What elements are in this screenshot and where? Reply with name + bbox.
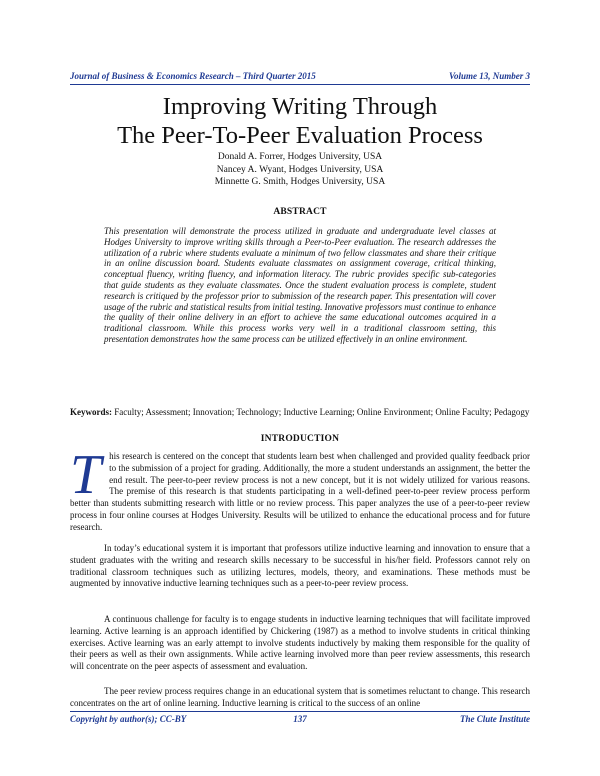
abstract-text: This presentation will demonstrate the process utilized in graduate and undergraduate level classes at Hodges University to improve writing skills through a Peer-to-Peer evaluation. The research addresses the utilization of a rubric where students evaluate a minimum of two fellow classmates and share their critique in an online discussion board. Students evaluate classmates on assignment coverage, critical thinking, conceptual fluency, writing fluency, and information literacy. The rubric provides specific sub-categories that guide students as they evaluate classmates. Once the student evaluation process is complete, student research is critiqued by the professor prior to submission of the research paper. This presentation will cover usage of the rubric and statistical results from initial testing. Innovative professors must continue to enhance the quality of their online delivery in an effort to achieve the same educational outcomes acquired in a traditional classroom. While this process works very well in a traditional classroom setting, this presentation demonstrates how the same process can be utilized effectively in an online environment.: [104, 226, 496, 344]
author-2: Nancey A. Wyant, Hodges University, USA: [216, 164, 384, 175]
author-1: Donald A. Forrer, Hodges University, USA: [217, 152, 383, 162]
author-list: [70, 151, 530, 189]
introduction-heading: INTRODUCTION: [260, 434, 340, 444]
intro-paragraph-4: The peer review process requires change in an educational system that is sometimes reluctant to change. This research concentrates on the art of online learning. Inductive learning is critical to the success of an online: [70, 686, 530, 708]
page-footer: [70, 714, 530, 726]
author-3: Minnette G. Smith, Hodges University, USA: [214, 177, 386, 187]
intro-paragraph-3: A continuous challenge for faculty is to engage students in inductive learning techniques that will facilitate improved learning. Active learning is an approach identified by Chickering (1987) as a method to involve students in critical thinking exercises. Active learning was an early attempt to involve students inductively by making them responsible for the quality of their peers as well as their own assignments. While active learning involved more than peer review assessments, this research will concentrate on the peer aspects of assessment and evaluation.: [70, 614, 530, 672]
title-line-1: Improving Writing Through: [162, 93, 438, 120]
volume-number: Volume 13, Number 3: [448, 71, 530, 81]
keywords-list: Faculty; Assessment; Innovation; Technology; Inductive Learning; Online Environment; Online Faculty; Pedagogy: [112, 407, 530, 417]
publisher-name: The Clute Institute: [459, 714, 530, 724]
running-header: [70, 71, 530, 83]
drop-cap: T: [70, 444, 102, 506]
page-number: 137: [293, 714, 307, 724]
paper-title: [70, 92, 530, 150]
intro-paragraph-1: [70, 444, 530, 534]
header-rule: [70, 84, 530, 85]
journal-title: Journal of Business & Economics Research – Third Quarter 2015: [70, 71, 316, 81]
title-line-2: The Peer-To-Peer Evaluation Process: [117, 122, 483, 149]
copyright-notice: Copyright by author(s); CC-BY: [70, 714, 187, 724]
intro-paragraph-2: In today’s educational system it is important that professors utilize inductive learning and innovation to ensure that a student graduates with the writing and research skills necessary to be successful in his/her field. Professors cannot rely on traditional classroom techniques such as utilizing lectures, models, theory, and examinations. These methods must be augmented by innovative inductive learning techniques such as a peer-to-peer review process.: [70, 543, 530, 589]
keywords: [70, 406, 530, 418]
keywords-label: Keywords:: [70, 407, 112, 417]
paragraph-1-text: his research is centered on the concept that students learn best when challenged and provided quality feedback prior to the submission of a project for grading. Additionally, the more a student understands an assignment, the better the end result. The peer-to-peer review process is not a new concept, but it is not widely utilized for various reasons. The premise of this research is that students participating in a well-defined peer-to-peer review process perform better than students submitting research with little or no review process. This paper analyzes the use of a peer-to-peer review process in four online courses at Hodges University. Results will be utilized to enhance the educational process and for future research.: [70, 451, 530, 532]
footer-rule: [70, 711, 530, 712]
abstract-heading: ABSTRACT: [273, 207, 327, 217]
